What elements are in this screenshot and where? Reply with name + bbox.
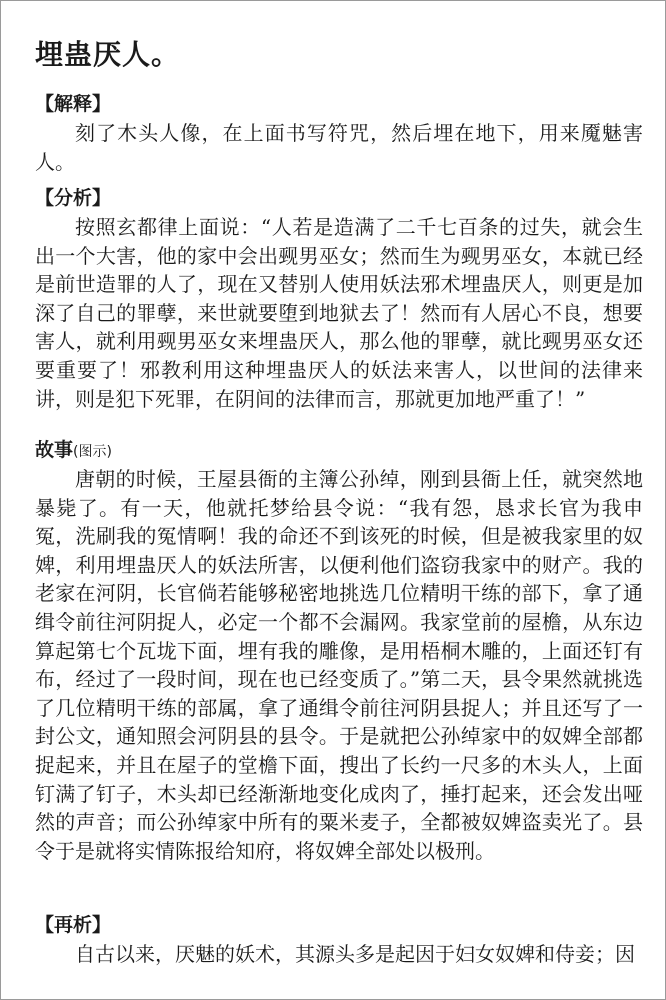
page-title: 埋蛊厌人。 (35, 38, 181, 71)
reanalysis-text: 自古以来，厌魅的妖术，其源头多是起因于妇女奴婢和侍妾；因 (75, 942, 635, 966)
analysis-section (35, 184, 643, 413)
story-text: 唐朝的时候，王屋县衙的主簿公孙绰，刚到县衙上任，就突然地暴毙了。有一天，他就托梦给县令说：“我有怨，恳求长官为我申冤，洗刷我的冤情啊！我的命还不到该死的时候，但是被我家里的奴婢，利用埋蛊厌人的妖法所害，以便利他们盗窃我家中的财产。我的老家在河阴，长官倘若能够秘密地挑选几位精明干练的部下，拿了通缉令前往河阴捉人，必定一个都不会漏网。我家堂前的屋檐，从东边算起第七个瓦垅下面，埋有我的雕像，是用梧桐木雕的，上面还钉有布，经过了一段时间，现在也已经变质了。”第二天，县令果然就挑选了几位精明干练的部属，拿了通缉令前往河阴县捉人；并且还写了一封公文，通知照会河阴县的县令。于是就把公孙绰家中的奴婢全部都捉起来，并且在屋子的堂檐下面，搜出了长约一尺多的木头人，上面钉满了钉子，木头却已经渐渐地变化成肉了，捶打起来，还会发出哑然的声音；而公孙绰家中所有的粟米麦子，全都被奴婢盗卖光了。县令于是就将实情陈报给知府，将奴婢全部处以极刑。 (35, 467, 643, 863)
explanation-section (35, 90, 643, 176)
story-heading-note: (图示) (73, 444, 112, 460)
story-section (35, 436, 643, 865)
story-heading-label: 故事 (35, 439, 74, 461)
analysis-heading: 【分析】 (35, 187, 112, 209)
explanation-text: 刻了木头人像，在上面书写符咒，然后埋在地下，用来魇魅害人。 (35, 121, 643, 174)
reanalysis-section (35, 911, 643, 969)
reanalysis-heading: 【再析】 (35, 914, 112, 936)
explanation-heading: 【解释】 (35, 93, 112, 115)
analysis-text: 按照玄都律上面说：“人若是造满了二千七百条的过失，就会生出一个大害，他的家中会出觋男巫女；然而生为觋男巫女，本就已经是前世造罪的人了，现在又替别人使用妖法邪术埋蛊厌人，则更是加深了自己的罪孽，来世就要堕到地狱去了！然而有人居心不良，想要害人，就利用觋男巫女来埋蛊厌人，那么他的罪孽，就比觋男巫女还要重要了！邪教利用这种埋蛊厌人的妖法来害人，以世间的法律来讲，则是犯下死罪，在阴间的法律而言，那就更加地严重了！” (35, 215, 643, 411)
story-heading (35, 436, 643, 465)
